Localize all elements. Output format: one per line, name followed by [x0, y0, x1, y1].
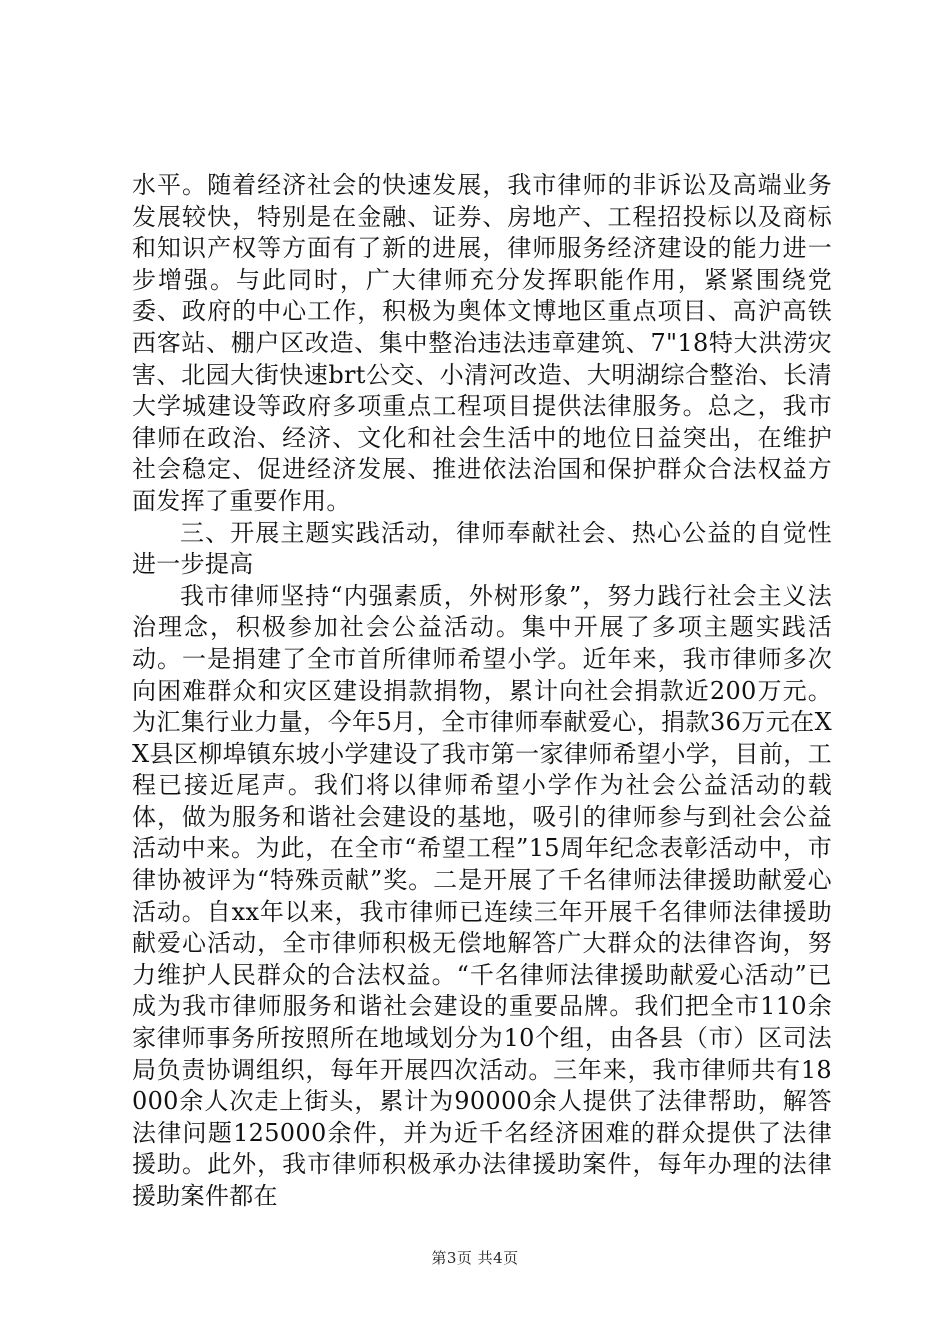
paragraph-continuation: 水平。随着经济社会的快速发展，我市律师的非诉讼及高端业务发展较快，特别是在金融、证券、房地产、工程招投标以及商标和知识产权等方面有了新的进展，律师服务经济建设的能力进一步增强。与此同时，广大律师充分发挥职能作用，紧紧围绕党委、政府的中心工作，积极为奥体文博地区重点项目、高沪高铁西客站、棚户区改造、集中整治违法违章建筑、7"18特大洪涝灾害、北园大街快速brt公交、小清河改造、大明湖综合整治、长清大学城建设等政府多项重点工程项目提供法律服务。总之，我市律师在政治、经济、文化和社会生活中的地位日益突出，在维护社会稳定、促进经济发展、推进依法治国和保护群众合法权益方面发挥了重要作用。 — [132, 171, 832, 515]
paragraph-public-welfare: 我市律师坚持“内强素质，外树形象”，努力践行社会主义法治理念，积极参加社会公益活动。集中开展了多项主题实践活动。一是捐建了全市首所律师希望小学。近年来，我市律师多次向困难群众和灾区建设捐款捐物，累计向社会捐款近200万元。为汇集行业力量，今年5月，全市律师奉献爱心，捐款36万元在XX县区柳埠镇东坡小学建设了我市第一家律师希望小学，目前，工程已接近尾声。我们将以律师希望小学作为社会公益活动的载体，做为服务和谐社会建设的基地，吸引的律师参与到社会公益活动中来。为此，在全市“希望工程”15周年纪念表彰活动中，市律协被评为“特殊贡献”奖。二是开展了千名律师法律援助献爱心活动。自xx年以来，我市律师已连续三年开展千名律师法律援助献爱心活动，全市律师积极无偿地解答广大群众的法律咨询，努力维护人民群众的合法权益。“千名律师法律援助献爱心活动”已成为我市律师服务和谐社会建设的重要品牌。我们把全市110余家律师事务所按照所在地域划分为10个组，由各县（市）区司法局负责协调组织，每年开展四次活动。三年来，我市律师共有18000余人次走上街头，累计为90000余人提供了法律帮助，解答法律问题125000余件，并为近千名经济困难的群众提供了法律援助。此外，我市律师积极承办法律援助案件，每年办理的法律援助案件都在 — [132, 581, 832, 1210]
section-heading: 三、开展主题实践活动，律师奉献社会、热心公益的自觉性进一步提高 — [132, 518, 832, 579]
page-number-footer: 第3页 共4页 — [431, 1249, 519, 1267]
document-body — [132, 170, 832, 1213]
